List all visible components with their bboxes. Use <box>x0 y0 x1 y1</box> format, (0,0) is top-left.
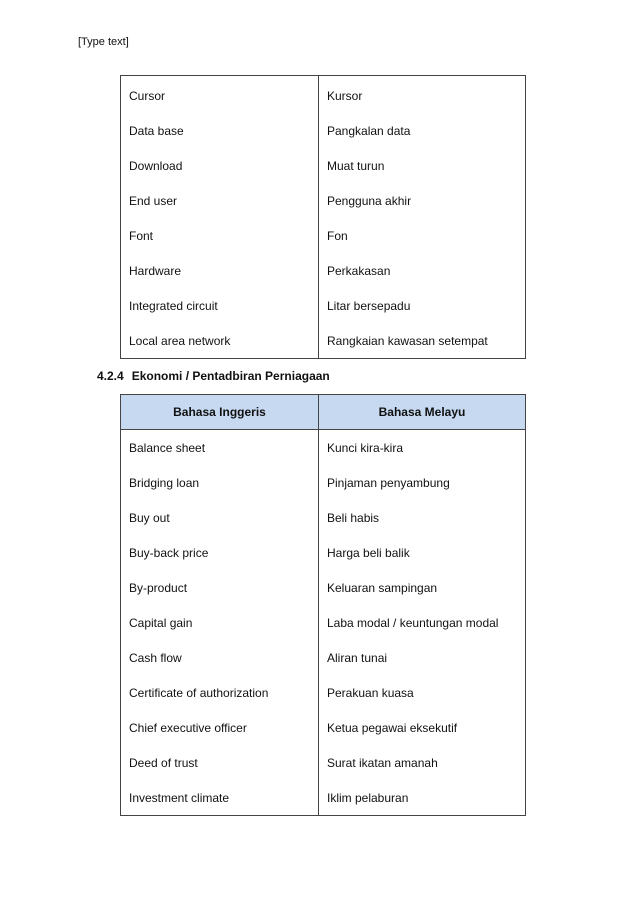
term-english: Integrated circuit <box>121 288 319 323</box>
term-english: Deed of trust <box>121 745 319 780</box>
table-row <box>121 710 526 745</box>
term-malay: Perkakasan <box>327 263 391 278</box>
table-row <box>121 323 526 359</box>
term-english: Certificate of authorization <box>121 675 319 710</box>
term-malay: Keluaran sampingan <box>327 580 438 595</box>
term-malay: Kunci kira-kira <box>327 440 404 455</box>
term-malay: Fon <box>327 228 348 243</box>
table-row <box>121 253 526 288</box>
header-row <box>121 395 526 430</box>
section-title: Ekonomi / Pentadbiran Perniagaan <box>131 369 330 383</box>
glossary-table-economics <box>120 394 526 816</box>
term-malay: Laba modal / keuntungan modal <box>327 615 499 630</box>
section-number: 4.2.4 <box>97 369 124 383</box>
table-row <box>121 465 526 500</box>
page-header: [Type text] <box>78 36 129 48</box>
term-malay: Aliran tunai <box>327 650 388 665</box>
term-malay: Pangkalan data <box>327 123 411 138</box>
term-english: Font <box>121 218 319 253</box>
table-row <box>121 148 526 183</box>
term-malay: Surat ikatan amanah <box>327 755 438 770</box>
term-malay: Muat turun <box>327 158 385 173</box>
table-row <box>121 183 526 218</box>
term-malay: Litar bersepadu <box>327 298 411 313</box>
term-malay: Perakuan kuasa <box>327 685 414 700</box>
term-english: Buy out <box>121 500 319 535</box>
term-english: End user <box>121 183 319 218</box>
term-malay: Kursor <box>327 88 363 103</box>
term-english: Bridging loan <box>121 465 319 500</box>
table-row <box>121 500 526 535</box>
table-row <box>121 288 526 323</box>
term-english: Download <box>121 148 319 183</box>
term-malay: Pinjaman penyambung <box>327 475 450 490</box>
table-body <box>121 76 526 359</box>
term-english: Buy-back price <box>121 535 319 570</box>
table-row <box>121 218 526 253</box>
term-english: Cash flow <box>121 640 319 675</box>
table-row <box>121 780 526 816</box>
term-english: Cursor <box>121 76 319 114</box>
glossary-table-computing <box>120 75 526 359</box>
term-english: Local area network <box>121 323 319 359</box>
term-english: Hardware <box>121 253 319 288</box>
section-heading <box>97 369 330 383</box>
term-english: By-product <box>121 570 319 605</box>
table-row <box>121 430 526 466</box>
term-malay: Pengguna akhir <box>327 193 412 208</box>
table-row <box>121 745 526 780</box>
table-row <box>121 570 526 605</box>
table-row <box>121 605 526 640</box>
term-english: Balance sheet <box>121 430 319 466</box>
column-header-malay: Bahasa Melayu <box>319 395 526 430</box>
term-malay: Iklim pelaburan <box>327 790 409 805</box>
term-malay: Harga beli balik <box>327 545 410 560</box>
table-row <box>121 113 526 148</box>
term-english: Chief executive officer <box>121 710 319 745</box>
term-english: Investment climate <box>121 780 319 816</box>
table-row <box>121 535 526 570</box>
term-english: Capital gain <box>121 605 319 640</box>
term-malay: Rangkaian kawasan setempat <box>327 333 488 348</box>
column-header-english: Bahasa Inggeris <box>121 395 319 430</box>
term-english: Data base <box>121 113 319 148</box>
term-malay: Ketua pegawai eksekutif <box>327 720 458 735</box>
table-header <box>121 395 526 430</box>
table-row <box>121 675 526 710</box>
table-row <box>121 76 526 114</box>
table-body <box>121 430 526 816</box>
term-malay: Beli habis <box>327 510 380 525</box>
table-row <box>121 640 526 675</box>
